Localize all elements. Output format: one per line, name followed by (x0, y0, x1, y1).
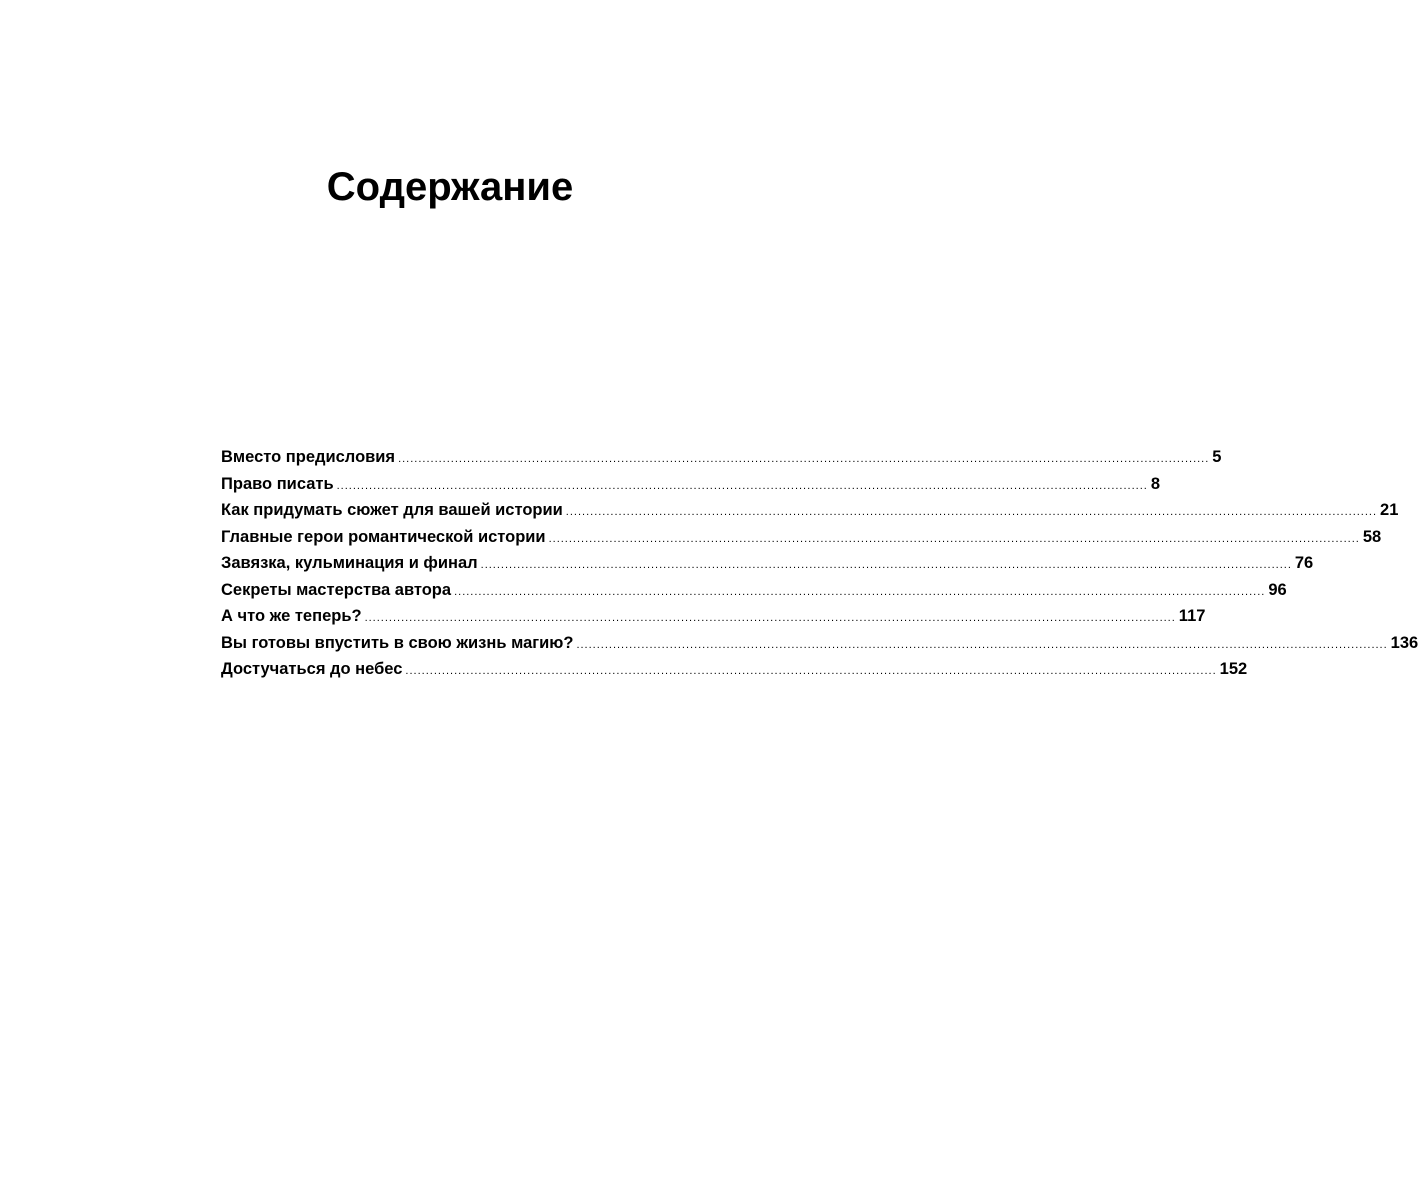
toc-entry (221, 497, 1399, 524)
dot-leader: ........................................................................................................................................................................................................ (548, 532, 1360, 545)
dot-leader: ........................................................................................................................................................................................................ (480, 559, 1292, 571)
toc-entry-title: Секреты мастерства автора (221, 580, 452, 599)
toc-entry-title: Завязка, кульминация и финал (221, 554, 478, 572)
dot-leader: ........................................................................................................................................................................................................ (336, 479, 1148, 492)
dot-leader: ........................................................................................................................................................................................................ (398, 453, 1210, 465)
toc-entry-page: 8 (1150, 474, 1161, 493)
toc-entry-page: 117 (1178, 607, 1206, 625)
toc-entry-page: 21 (1380, 501, 1399, 519)
dot-leader: ........................................................................................................................................................................................................ (565, 506, 1378, 518)
toc-entry (221, 471, 1161, 498)
toc-entry (221, 656, 1248, 683)
toc-entry-page: 136 (1390, 633, 1418, 652)
toc-entry (221, 603, 1206, 630)
page-title: Содержание (326, 164, 574, 209)
toc-entry-title: Главные герои романтической истории (221, 527, 546, 546)
dot-leader: ........................................................................................................................................................................................................ (364, 612, 1176, 624)
toc-entry-title: Как придумать сюжет для вашей истории (221, 501, 563, 519)
toc-entry-title: Вы готовы впустить в свою жизнь магию? (221, 633, 574, 652)
toc-entry-title: Достучаться до небес (221, 660, 403, 678)
toc-entry (221, 577, 1287, 604)
dot-leader: ........................................................................................................................................................................................................ (454, 585, 1266, 598)
dot-leader: ........................................................................................................................................................................................................ (576, 638, 1388, 651)
toc-entry-title: Право писать (221, 474, 334, 493)
toc-entry (221, 524, 1382, 551)
toc-entry (221, 444, 1222, 471)
toc-entry-title: Вместо предисловия (221, 448, 396, 466)
toc-entry-page: 96 (1268, 580, 1287, 599)
toc-entry-page: 5 (1212, 448, 1222, 466)
dot-leader: ........................................................................................................................................................................................................ (405, 665, 1217, 677)
toc-entry-title: А что же теперь? (221, 607, 362, 625)
toc-entry-page: 58 (1362, 527, 1382, 546)
toc-entry-page: 152 (1219, 660, 1248, 678)
table-of-contents (221, 444, 1418, 683)
toc-entry-page: 76 (1294, 554, 1314, 572)
toc-entry (221, 550, 1314, 577)
toc-entry (221, 630, 1418, 657)
